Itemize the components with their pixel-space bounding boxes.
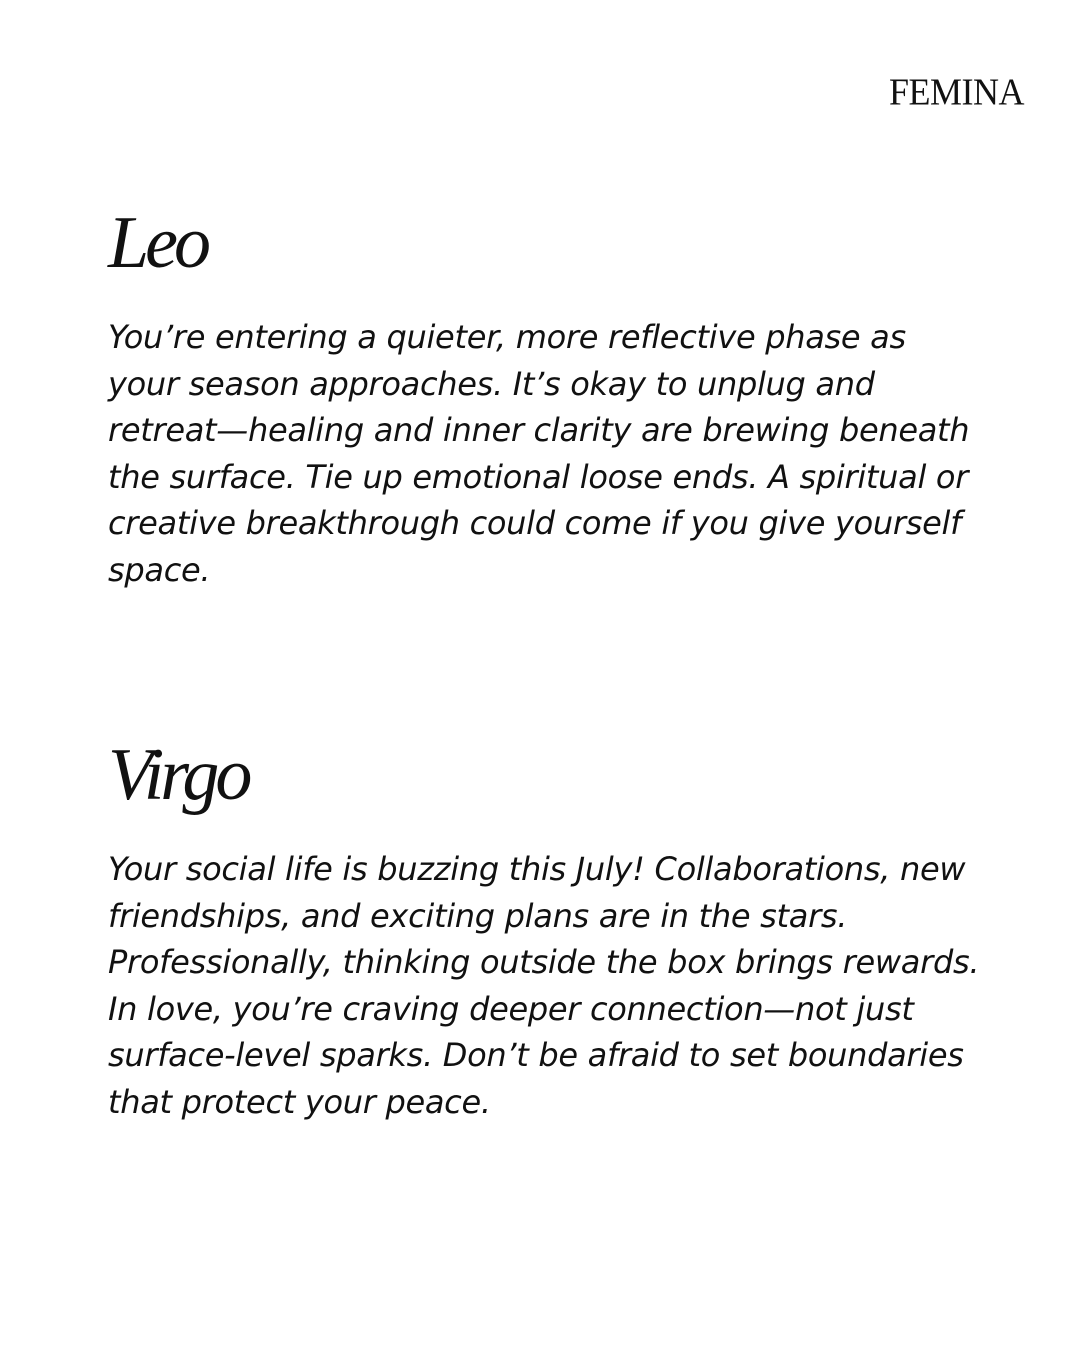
virgo-horoscope-text: Your social life is buzzing this July! Collaborations, new friendships, and exciting plans are in the stars. Professionally, thinking outside the box brings rewards. In love, you’re craving deeper connection—not just surface-level sparks. Don’t be afraid to set boundaries that protect your peace.	[108, 850, 980, 1121]
leo-horoscope-text: You’re entering a quieter, more reflective phase as your season approaches. It’s okay to unplug and retreat—healing and inner clarity are brewing beneath the surface. Tie up emotional loose ends. A spiritual or creative breakthrough could come if you give yourself space.	[108, 318, 970, 589]
virgo-section	[108, 734, 988, 1125]
leo-title: Leo	[108, 202, 207, 284]
leo-section	[108, 202, 988, 593]
virgo-title: Virgo	[108, 734, 249, 816]
brand-logo: FEMINA	[888, 71, 1024, 113]
